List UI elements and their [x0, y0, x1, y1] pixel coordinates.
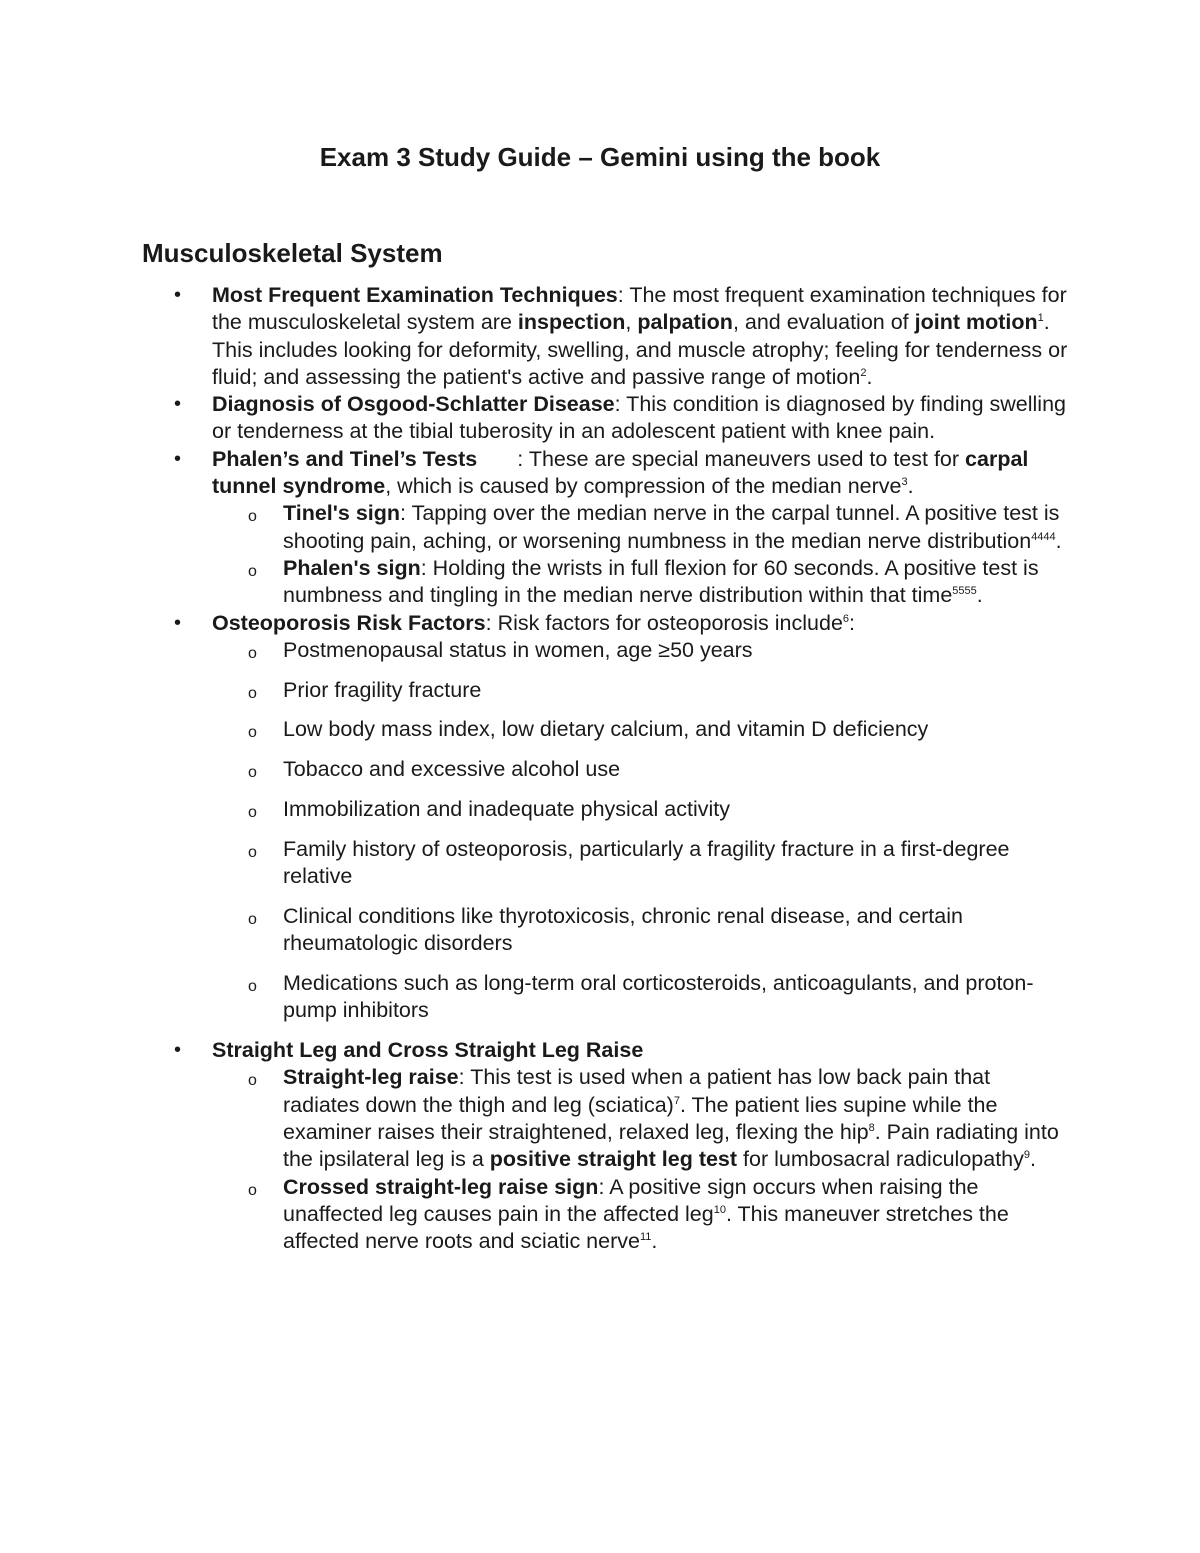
risk-factor-text: Immobilization and inadequate physical activity — [283, 797, 730, 822]
techniques-label: Most Frequent Examination Techniques — [212, 283, 618, 307]
tinel-text: : Tapping over the median nerve in the carpal tunnel. A positive test is shooting pain, aching, or worsening numbness in the median nerve distribution — [283, 501, 1060, 553]
footnote-ref: 7 — [673, 1094, 680, 1107]
term-palpation: palpation — [637, 310, 733, 335]
osgood-label: Diagnosis of Osgood-Schlatter Disease — [212, 392, 615, 417]
phalen-text: . — [976, 583, 983, 608]
risk-factor-text: Prior fragility fracture — [283, 677, 482, 702]
crossed-slr-label: Crossed straight-leg raise sign — [283, 1174, 599, 1199]
risk-factor-item — [248, 716, 1072, 743]
footnote-ref: 8 — [868, 1121, 875, 1134]
sub-item-crossed-straight-leg-raise — [248, 1174, 1072, 1256]
risk-factor-text: Tobacco and excessive alcohol use — [283, 757, 621, 782]
footnote-ref: 10 — [713, 1203, 726, 1216]
footnote-ref: 9 — [1023, 1149, 1030, 1162]
sub-bullet-marker: o — [248, 724, 257, 742]
footnote-ref: 11 — [639, 1231, 652, 1244]
risk-factor-item — [248, 836, 1072, 891]
bullet-phalen-tinel — [174, 446, 1072, 501]
term-inspection: inspection — [517, 310, 626, 335]
osteoporosis-label: Osteoporosis Risk Factors — [212, 610, 486, 635]
bullet-straight-leg-raise — [174, 1037, 1072, 1064]
risk-factor-text: Clinical conditions like thyrotoxicosis, chronic renal disease, and certain rheumatologic disorders — [283, 903, 963, 956]
sub-item-phalen-sign — [248, 555, 1072, 610]
tinel-text: . — [1055, 528, 1062, 553]
slr-text: . — [1030, 1147, 1036, 1172]
techniques-text: : The most frequent examination techniques for the musculoskeletal system are — [212, 283, 1067, 335]
sub-bullet-marker: o — [248, 764, 257, 782]
slr-text: : This test is used when a patient has low back pain that radiates down the thigh and leg (sciatica) — [283, 1065, 991, 1117]
sub-bullet-marker: o — [248, 843, 257, 861]
crossed-slr-text: : A positive sign occurs when raising the unaffected leg causes pain in the affected leg — [283, 1174, 979, 1226]
straight-leg-raise-label: Straight-leg raise — [283, 1065, 459, 1090]
sub-bullet-marker: o — [248, 1072, 257, 1090]
term-joint-motion: joint motion — [914, 310, 1038, 335]
slr-text: . The patient lies supine while the examiner raises their straightened, relaxed leg, flexing the hip — [283, 1092, 998, 1145]
section-heading: Musculoskeletal System — [142, 238, 443, 268]
crossed-slr-text: . This maneuver stretches the affected nerve roots and sciatic nerve — [283, 1201, 1009, 1254]
phalen-tinel-text: , which is caused by compression of the median nerve — [385, 474, 902, 499]
risk-factor-text: Medications such as long-term oral corticosteroids, anticoagulants, and proton-pump inhibitors — [283, 971, 1034, 1023]
footnote-ref: 4444 — [1031, 530, 1056, 543]
risk-factor-text: Family history of osteoporosis, particularly a fragility fracture in a first-degree relative — [283, 836, 1010, 889]
sub-item-straight-leg-raise — [248, 1064, 1072, 1173]
sub-bullet-marker: o — [248, 1181, 257, 1199]
sub-bullet-marker: o — [248, 562, 257, 580]
slr-label: Straight Leg and Cross Straight Leg Raise — [212, 1038, 644, 1063]
sub-bullet-marker: o — [248, 644, 257, 662]
risk-factor-item — [248, 637, 1072, 664]
bullet-marker: • — [174, 611, 182, 634]
techniques-text: , and evaluation of — [732, 310, 915, 335]
osgood-text: : This condition is diagnosed by finding swelling or tenderness at the tibial tuberosity in an adolescent patient with knee pain. — [212, 392, 1066, 444]
risk-factor-text: Low body mass index, low dietary calcium, and vitamin D deficiency — [283, 717, 929, 742]
techniques-text: . This includes looking for deformity, swelling, and muscle atrophy; feeling for tenderness or fluid; and assessing the patient's active and passive range of motion — [212, 310, 1068, 389]
document-title: Exam 3 Study Guide – Gemini using the book — [319, 142, 881, 172]
osteoporosis-text: : Risk factors for osteoporosis include — [485, 610, 843, 635]
bullet-osteoporosis — [174, 610, 1072, 637]
footnote-ref: 5555 — [952, 585, 977, 598]
phalen-tinel-text: : These are special maneuvers used to test for — [517, 446, 966, 471]
risk-factor-item — [248, 903, 1072, 958]
bullet-marker: • — [174, 447, 182, 470]
study-guide-content — [174, 282, 1072, 1256]
bullet-marker: • — [174, 393, 182, 416]
risk-factor-item — [248, 796, 1072, 823]
term-carpal-tunnel: carpal tunnel syndrome — [212, 446, 1029, 499]
phalen-tinel-text: . — [907, 474, 914, 499]
techniques-text: . — [866, 364, 873, 389]
slr-text: for lumbosacral radiculopathy — [737, 1147, 1024, 1172]
risk-factor-item — [248, 756, 1072, 783]
risk-factor-item — [248, 970, 1072, 1025]
sub-bullet-marker: o — [248, 684, 257, 702]
footnote-ref: 3 — [901, 475, 908, 488]
tinel-label: Tinel's sign — [283, 501, 401, 526]
slr-text: . Pain radiating into the ipsilateral leg is a — [283, 1120, 1059, 1172]
phalen-label: Phalen's sign — [283, 555, 421, 580]
osteoporosis-text: : — [849, 610, 856, 635]
sub-bullet-marker: o — [248, 978, 257, 996]
techniques-text: , — [625, 310, 638, 335]
bullet-examination-techniques — [174, 282, 1072, 391]
risk-factor-item — [248, 677, 1072, 704]
footnote-ref: 6 — [842, 612, 850, 625]
footnote-ref: 2 — [860, 366, 867, 379]
bullet-marker: • — [174, 284, 182, 306]
sub-bullet-marker: o — [248, 910, 257, 928]
phalen-text: : Holding the wrists in full flexion for 60 seconds. A positive test is numbness and tingling in the median nerve distribution within that time — [283, 555, 1039, 608]
sub-bullet-marker: o — [248, 804, 257, 822]
phalen-tinel-label: Phalen’s and Tinel’s Tests — [212, 446, 478, 471]
footnote-ref: 1 — [1037, 312, 1044, 325]
risk-factor-text: Postmenopausal status in women, age ≥50 years — [283, 637, 753, 662]
term-positive-straight-leg-test: positive straight leg test — [489, 1147, 738, 1172]
bullet-osgood-schlatter — [174, 391, 1072, 446]
bullet-marker: • — [174, 1039, 182, 1062]
crossed-slr-text: . — [651, 1229, 658, 1254]
sub-item-tinel-sign — [248, 500, 1072, 555]
sub-bullet-marker: o — [248, 508, 257, 526]
